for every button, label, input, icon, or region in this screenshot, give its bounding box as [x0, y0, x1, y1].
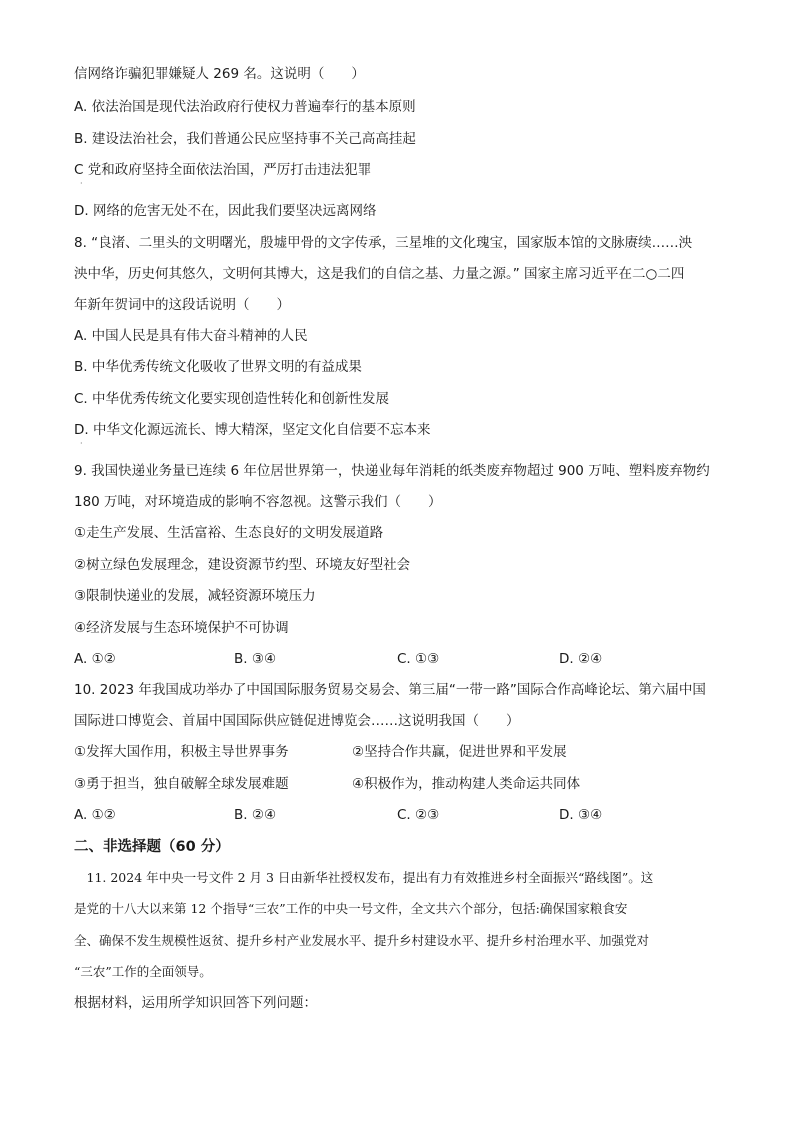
- scan-mark: ·: [80, 439, 83, 448]
- q10-statement-1: ①发挥大国作用，积极主导世界事务: [74, 744, 289, 760]
- q9-option-d: D. ②④: [559, 651, 603, 667]
- section-heading-non-choice: 二、非选择题（60 分）: [74, 839, 230, 855]
- q10-option-b: B. ②④: [234, 807, 277, 823]
- q11-material-line-3: 全、确保不发生规模性返贫、提升乡村产业发展水平、提升乡村建设水平、提升乡村治理水平、加强党对: [74, 933, 650, 948]
- q9-option-c: C. ①③: [397, 651, 440, 667]
- q11-material-line-2: 是党的十八大以来第 12 个指导“三农”工作的中央一号文件，全文共六个部分，包括:确保国家粮食安: [74, 901, 628, 916]
- q9-stem-line-1: 9. 我国快递业务量已连续 6 年位居世界第一，快递业每年消耗的纸类废弃物超过 900 万吨、塑料废弃物约: [74, 463, 710, 479]
- q11-instruction: 根据材料，运用所学知识回答下列问题：: [74, 995, 317, 1011]
- q8-stem-line-3: 年新年贺词中的这段话说明（ ）: [74, 297, 290, 313]
- q7-option-b: B. 建设法治社会，我们普通公民应坚持事不关己高高挂起: [74, 131, 416, 147]
- q8-stem-line-2: 泱中华，历史何其悠久，文明何其博大，这是我们的自信之基、力量之源。” 国家主席习近平在二○二四: [74, 266, 685, 282]
- q10-stem-line-2: 国际进口博览会、首届中国国际供应链促进博览会……这说明我国（ ）: [74, 713, 520, 729]
- q9-option-a: A. ①②: [74, 651, 116, 667]
- q10-statement-3: ③勇于担当，独自破解全球发展难题: [74, 776, 289, 792]
- q7-stem-tail: 信网络诈骗犯罪嫌疑人 269 名。这说明（ ）: [74, 66, 365, 82]
- q10-stem-line-1: 10. 2023 年我国成功举办了中国国际服务贸易交易会、第三届“一带一路”国际合作高峰论坛、第六届中国: [74, 682, 706, 698]
- scan-mark: ·: [80, 179, 83, 188]
- q10-option-c: C. ②③: [397, 807, 440, 823]
- q11-material-line-1: 11. 2024 年中央一号文件 2 月 3 日由新华社授权发布，提出有力有效推进乡村全面振兴“路线图”。这: [74, 870, 654, 885]
- q9-statement-2: ②树立绿色发展理念，建设资源节约型、环境友好型社会: [74, 557, 411, 573]
- q8-option-b: B. 中华优秀传统文化吸收了世界文明的有益成果: [74, 359, 362, 375]
- q9-statement-1: ①走生产发展、生活富裕、生态良好的文明发展道路: [74, 525, 384, 541]
- q9-statement-3: ③限制快递业的发展，减轻资源环境压力: [74, 588, 316, 604]
- q7-option-c: C 党和政府坚持全面依法治国，严厉打击违法犯罪: [74, 162, 372, 178]
- q8-option-d: D. 中华文化源远流长、博大精深，坚定文化自信要不忘本来: [74, 422, 431, 438]
- q7-option-d: D. 网络的危害无处不在，因此我们要坚决远离网络: [74, 203, 377, 219]
- q9-option-b: B. ③④: [234, 651, 277, 667]
- q9-stem-line-2: 180 万吨，对环境造成的影响不容忽视。这警示我们（ ）: [74, 494, 442, 510]
- q8-option-c: C. 中华优秀传统文化要实现创造性转化和创新性发展: [74, 391, 390, 407]
- q8-option-a: A. 中国人民是具有伟大奋斗精神的人民: [74, 328, 308, 344]
- q11-material-line-4: “三农”工作的全面领导。: [74, 964, 212, 979]
- q10-statement-4: ④积极作为，推动构建人类命运共同体: [352, 776, 581, 792]
- q9-statement-4: ④经济发展与生态环境保护不可协调: [74, 620, 289, 636]
- q7-option-a: A. 依法治国是现代法治政府行使权力普遍奉行的基本原则: [74, 99, 416, 115]
- q10-option-d: D. ③④: [559, 807, 603, 823]
- q10-statement-2: ②坚持合作共赢，促进世界和平发展: [352, 744, 567, 760]
- q8-stem-line-1: 8. “良渚、二里头的文明曙光，殷墟甲骨的文字传承，三星堆的文化瑰宝，国家版本馆的文脉赓续……泱: [74, 235, 693, 251]
- q10-option-a: A. ①②: [74, 807, 116, 823]
